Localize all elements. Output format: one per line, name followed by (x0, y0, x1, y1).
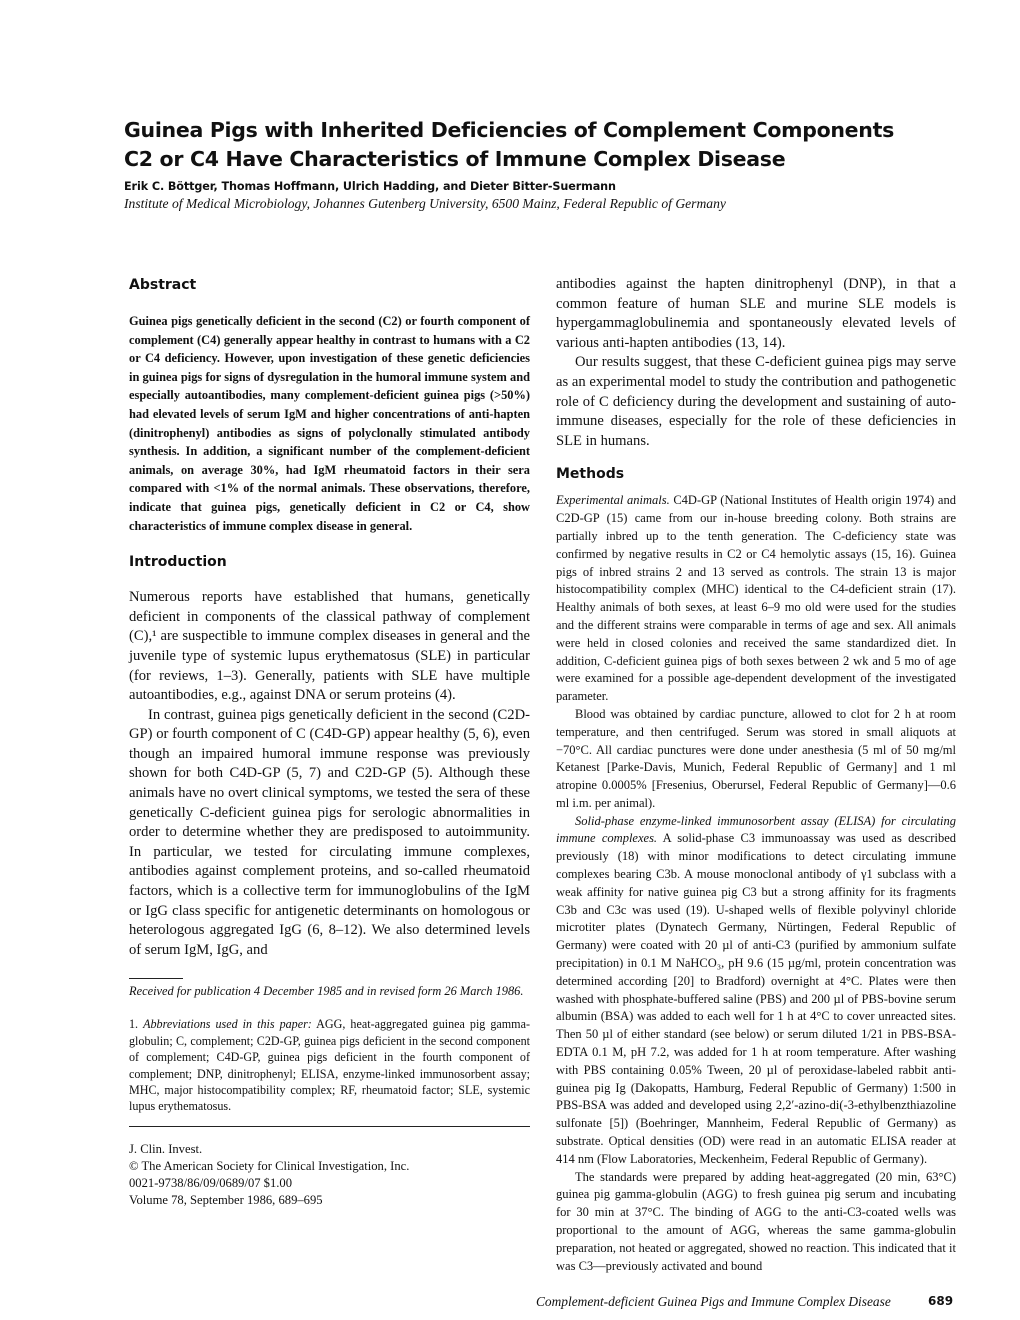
methods-heading: Methods (556, 466, 625, 483)
title-line-1: Guinea Pigs with Inherited Deficiencies of Complement Components (124, 118, 894, 142)
journal-info-divider (129, 1126, 530, 1127)
animals-subheading: Experimental animals. (556, 493, 670, 508)
introduction-paragraph-1: Numerous reports have established that humans, genetically deficient in components of the classical pathway of complement (C),¹ are suspectible to immune complex diseases in general and the juvenile type of systemic lupus erythematosus (SLE) in particular (for reviews, 1–3). Generally, patients with SLE have multiple autoantibodies, e.g., against DNA or serum proteins (4). (129, 589, 530, 704)
introduction-paragraph-2: In contrast, guinea pigs genetically deficient in the second (C2D-GP) or fourth component of C (C4D-GP) appear healthy (5, 6), even though an impaired humoral immune response was previously shown for both C4D-GP (5, 7) and C2D-GP (5). Although these animals have no overt clinical symptoms, we tested the sera of these genetically C-deficient guinea pigs for serologic abnormalities in order to determine whether they are predisposed to autoimmunity. In particular, we tested for circulating immune complexes, antibodies against complement proteins, and so-called rheumatoid factors, which is a collective term for immunoglobulins of the IgM or IgG class specific for antigenetic determinants on homologous or heterologous aggregated IgG (6, 8–12). We also determined levels of serum IgM, IgG, and (129, 706, 530, 958)
abstract-heading: Abstract (129, 277, 197, 293)
issn-line: 0021-9738/86/09/0689/07 $1.00 (129, 1175, 293, 1190)
title-line-2: C2 or C4 Have Characteristics of Immune Complex Disease (124, 147, 786, 171)
received-note: Received for publication 4 December 1985 and in revised form 26 March 1986. (129, 984, 524, 999)
elisa-subheading: Solid-phase enzyme-linked immunosorbent assay (ELISA) for circulating immune complexes. (556, 813, 956, 846)
copyright-line: © The American Society for Clinical Investigation, Inc. (129, 1158, 410, 1173)
article-title (124, 116, 894, 174)
footnote-text: AGG, heat-aggregated guinea pig gamma-globulin; C, complement; C2D-GP, guinea pigs deficient in the second component of complement; C4D-GP, guinea pigs deficient in the fourth component of complement; DNP, dinitrophenyl; ELISA, enzyme-linked immunosorbent assay; MHC, major histocompatibility complex; RF, rheumatoid factor; SLE, systemic lupus erythematosus. (129, 1017, 530, 1114)
footnote-label: Abbreviations used in this paper: (143, 1017, 312, 1032)
animals-text: C4D-GP (National Institutes of Health origin 1974) and C2D-GP (15) came from our in-house breeding colony. Both strains are partially inbred up to the tenth generation. The C-deficiency state was confirmed by negative results in C2 or C4 hemolytic assays (15, 16). Guinea pigs of inbred strains 2 and 13 served as controls. The strain 13 is major histocompatibility complex (MHC) identical to the C4-deficient strain (17). Healthy animals of both sexes, at least 6–9 mo old were used for the studies and the different strains were comparable in terms of age and sex. All animals were held in closed colonies and received the same standardized diet. In addition, C-deficient guinea pigs of both sexes between 2 wk and 5 mo of age were examined for a possible age-dependent development of the investigated parameter. (556, 493, 956, 704)
author-list: Erik C. Böttger, Thomas Hoffmann, Ulrich Hadding, and Dieter Bitter-Suermann (124, 180, 616, 193)
footnote-divider (129, 978, 183, 979)
journal-name: J. Clin. Invest. (129, 1141, 203, 1156)
intro-results-paragraph: Our results suggest, that these C-deficient guinea pigs may serve as an experimental model to study the contribution and pathogenetic role of C deficiency during the development and sustaining of auto-immune diseases, especially for the role of these deficiencies in SLE in humans. (556, 354, 956, 449)
journal-info (129, 1141, 530, 1209)
volume-line: Volume 78, September 1986, 689–695 (129, 1192, 323, 1207)
right-column (556, 275, 956, 1275)
methods-elisa-paragraph (556, 813, 956, 1169)
intro-continued-paragraph: antibodies against the hapten dinitrophenyl (DNP), in that a common feature of human SLE and murine SLE models is hypergammaglobulinemia and spontaneously elevated levels of various anti-hapten antibodies (13, 14). (556, 276, 956, 351)
methods-blood-paragraph: Blood was obtained by cardiac puncture, allowed to clot for 2 h at room temperature, and then centrifuged. Serum was stored in small aliquots at −70°C. All cardiac punctures were done under anesthesia (5 ml of 50 mg/ml Ketanest [Parke-Davis, Munich, Federal Republic of Germany] and 1 ml atropine 0.0005% [Fresenius, Oberursel, Federal Republic of Germany]—0.6 ml i.m. per animal). (556, 706, 956, 810)
introduction-heading: Introduction (129, 554, 227, 571)
abbreviations-footnote (129, 1016, 530, 1114)
methods-standards-paragraph: The standards were prepared by adding heat-aggregated (20 min, 63°C) guinea pig gamma-globulin (AGG) to fresh guinea pig serum and incubating for 30 min at 37°C. The binding of AGG to the anti-C3-coated wells was proportional to the amount of AGG, whereas the same gamma-globulin preparation, not heated or aggregated, showed no reaction. This indicated that it was C3—previously activated and bound (556, 1169, 956, 1273)
footnote-number: 1. (129, 1017, 139, 1032)
affiliation: Institute of Medical Microbiology, Johannes Gutenberg University, 6500 Mainz, Federal Republic of Germany (124, 196, 726, 211)
abstract-text: Guinea pigs genetically deficient in the second (C2) or fourth component of complement (C4) generally appear healthy in contrast to humans with a C2 or C4 deficiency. However, upon investigation of these genetic deficiencies in guinea pigs for signs of dysregulation in the humoral immune system and especially autoantibodies, many complement-deficient guinea pigs (>50%) had elevated levels of serum IgM and higher concentrations of anti-hapten (dinitrophenyl) antibodies as signs of polyclonally stimulated antibody synthesis. In addition, a significant number of the complement-deficient animals, on average 30%, had IgM rheumatoid factors in their sera compared with <1% of the normal animals. These observations, therefore, indicate that guinea pigs, genetically deficient in C2 or C4, show characteristics of immune complex disease in general. (129, 314, 530, 533)
elisa-text: A solid-phase C3 immunoassay was used as described previously (18) with minor modifications to detect circulating immune complexes bearing C3b. A mouse monoclonal antibody of γ1 subclass with a weak affinity for native guinea pig C3 but a strong affinity for its fragments C3b and C3c was used (19). U-shaped wells of flexible polyvinyl chloride microtiter plates (Dynatech Germany, Nürtingen, Federal Republic of Germany) were coated with 20 µl of anti-C3 (purified by ammonium sulfate precipitation) in 0.1 M NaHCO₃, pH 9.6 (15 µg/ml, protein concentration was determined according [20] to Bradford) overnight at 4°C. Plates were then washed with phosphate-buffered saline (PBS) and 200 µl of PBS-bovine serum albumin (BSA) was added to each well for 1 h at 4°C to cover unreacted sites. Then 50 µl of either standard (see below) or serum diluted 1/21 in PBS-BSA-EDTA 0.1 M, pH 7.2, was added for 1 h at room temperature. After washing with PBS containing 0.05% Tween, 20 µl of peroxidase-labeled rabbit anti-guinea pig Ig (Dakopatts, Hamburg, Federal Republic of Germany) 1:500 in PBS-BSA was added and developed using 2,2′-azino-di(-3-ethylbenzthiazoline sulfonate [5]) (Boehringer, Mannheim, Federal Republic of Germany) as substrate. Optical densities (OD) were read in an automatic ELISA reader at 414 nm (Flow Laboratories, Meckenheim, Federal Republic of Germany). (556, 831, 956, 1166)
page-number: 689 (928, 1294, 954, 1308)
left-column (129, 275, 530, 1209)
methods-animals-paragraph (556, 492, 956, 706)
running-footer: Complement-deficient Guinea Pigs and Immune Complex Disease (536, 1294, 891, 1309)
